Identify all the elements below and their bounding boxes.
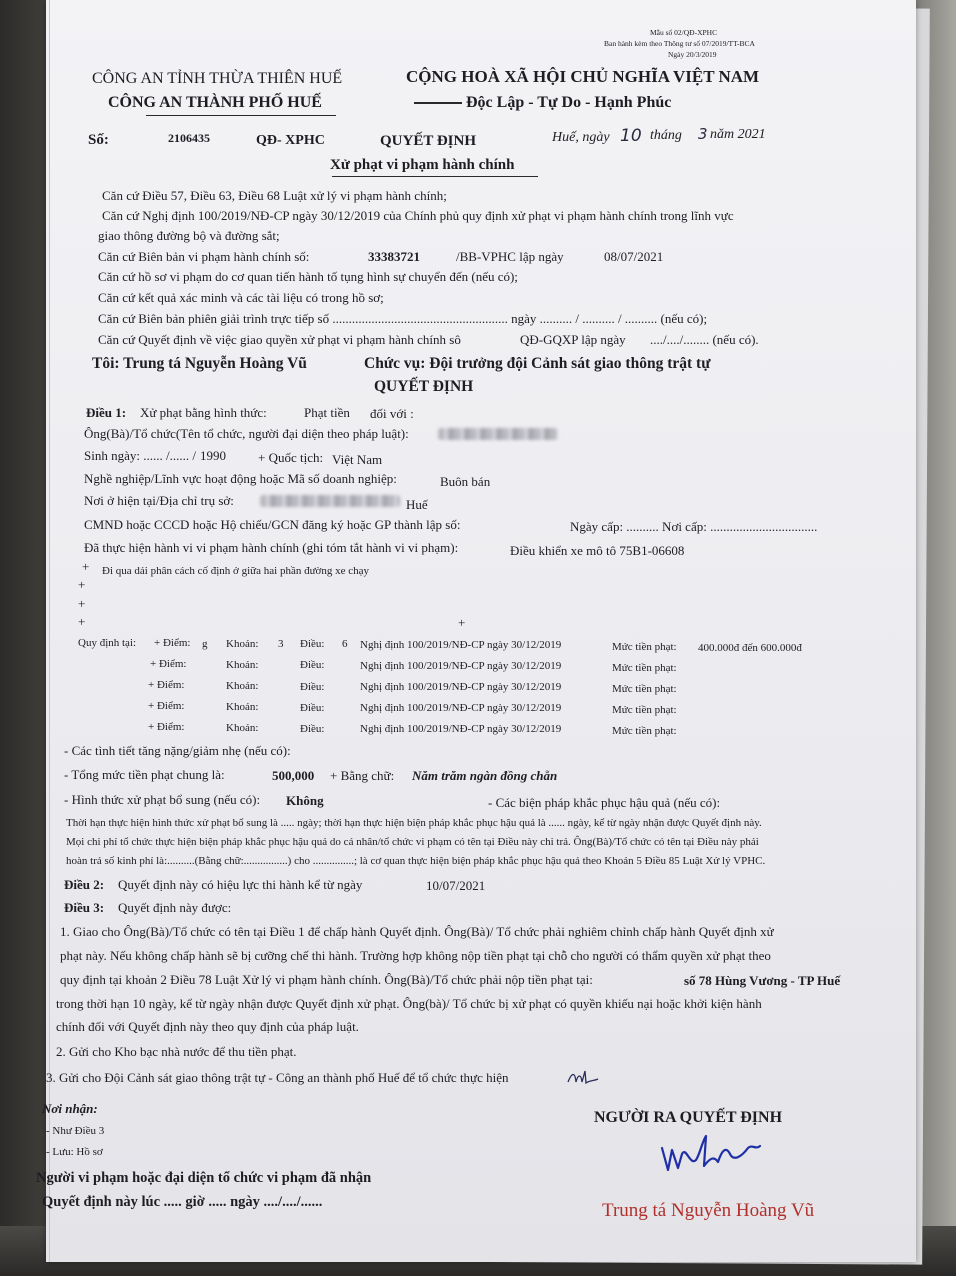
plus-1: + (82, 559, 90, 574)
dieu1-doi-voi: đối với : (370, 406, 414, 421)
reg-fine-label: Mức tiền phạt: (612, 662, 677, 674)
violator-name-label: Ông(Bà)/Tổ chức(Tên tổ chức, người đại diện theo pháp luật): (84, 426, 409, 441)
reg-decree: Nghị định 100/2019/NĐ-CP ngày 30/12/2019 (360, 639, 562, 651)
basis-line-4-label: Căn cứ Biên bản vi phạm hành chính số: (98, 249, 310, 264)
basis-line-8b: QĐ-GQXP lập ngày (520, 332, 626, 347)
officer-name: Tôi: Trung tá Nguyễn Hoàng Vũ (92, 355, 307, 372)
reg-fine-label: Mức tiền phạt: (612, 704, 677, 716)
officer-position: Chức vụ: Đội trưởng đội Cảnh sát giao thông trật tự (364, 355, 711, 372)
decision-heading: QUYẾT ĐỊNH (374, 378, 474, 395)
reg-diem-label: + Điểm: (148, 700, 185, 712)
doc-subtitle: Xử phạt vi phạm hành chính (330, 157, 515, 173)
reg-dieu-label: Điều: (300, 681, 325, 693)
remedial-measures-label: - Các biện pháp khắc phục hậu quả (nếu có): (488, 795, 721, 810)
violation-summary: Điều khiển xe mô tô 75B1-06608 (510, 543, 685, 558)
reg-diem-label: + Điểm: (148, 721, 185, 733)
form-issued-by: Ban hành kèm theo Thông tư số 07/2019/TT-BCA (604, 39, 755, 48)
reg-diem-label: + Điểm: (154, 637, 191, 649)
day-handwritten: 10 (620, 126, 642, 146)
basis-line-5: Căn cứ hồ sơ vi phạm do cơ quan tiến hành tố tụng hình sự chuyển đến (nếu có); (98, 269, 518, 284)
plus-2: + (78, 577, 86, 592)
received-time-label: Quyết định này lúc ..... giờ ..... ngày ..../..../...... (42, 1194, 323, 1210)
violation-label: Đã thực hiện hành vi vi phạm hành chính (ghi tóm tắt hành vi vi phạm): (84, 540, 459, 555)
dieu3-p3: 3. Gửi cho Đội Cảnh sát giao thông trật tự - Công an thành phố Huế để tổ chức thực hiện (46, 1070, 509, 1085)
penalty-para-2: Mọi chi phí tổ chức thực hiện biện pháp khắc phục hậu quả do cá nhân/tổ chức vi phạm có tên tại Điều này chi trả. Ông(Bà)/Tổ chức có tên tại Điều này phải (66, 836, 759, 848)
penalty-para-1: Thời hạn thực hiện hình thức xử phạt bổ sung là ..... ngày; thời hạn thực hiện biện pháp khắc phục hậu quả là ...... ngày, kể từ ngày nhận được Quyết định này. (66, 817, 762, 829)
total-fine: 500,000 (272, 768, 315, 783)
birth-label: Sinh ngày: ...... /...... / (84, 448, 196, 463)
so-number: 2106435 (168, 131, 210, 145)
reg-khoan-label: Khoản: (226, 680, 259, 692)
dieu3-p1b: phạt này. Nếu không chấp hành sẽ bị cưỡng chế thi hành. Trường hợp không nộp tiền phạt tại chỗ cho người có thẩm quyền xử phạt theo (60, 948, 771, 963)
decision-maker-title: NGƯỜI RA QUYẾT ĐỊNH (594, 1109, 783, 1126)
reg-fine: 400.000đ đến 600.000đ (698, 642, 802, 654)
reg-khoan-label: Khoản: (226, 659, 259, 671)
regulation-prefix: Quy định tại: (78, 637, 137, 649)
decision-document (36, 0, 916, 1262)
dieu3-title: Điều 3: (64, 900, 105, 915)
redacted-address (260, 495, 400, 507)
basis-line-8a: Căn cứ Quyết định về việc giao quyền xử phạt vi phạm hành chính sô (98, 332, 461, 347)
agency-unit: CÔNG AN THÀNH PHỐ HUẾ (108, 94, 322, 111)
reg-dieu-label: Điều: (300, 659, 325, 671)
additional-penalty-label: - Hình thức xử phạt bổ sung (nếu có): (64, 792, 261, 807)
redacted-name (438, 428, 558, 440)
signature-icon (656, 1126, 776, 1178)
basis-line-6: Căn cứ kết quả xác minh và các tài liệu có trong hồ sơ; (98, 290, 384, 305)
aggravating-label: - Các tình tiết tăng nặng/giảm nhẹ (nếu có): (64, 743, 291, 758)
occupation: Buôn bán (440, 474, 491, 489)
dieu1-title: Điều 1: (86, 405, 127, 420)
reg-khoan: 3 (278, 638, 284, 650)
dieu3-p2: 2. Gửi cho Kho bạc nhà nước để thu tiền phạt. (56, 1044, 297, 1059)
signer-name: Trung tá Nguyễn Hoàng Vũ (602, 1200, 815, 1221)
additional-penalty: Không (286, 793, 324, 808)
address-label: Nơi ở hiện tại/Địa chỉ trụ sở: (84, 493, 234, 508)
fine-in-words: Năm trăm ngàn đồng chẵn (412, 768, 558, 783)
id-card-label: CMND hoặc CCCD hoặc Hộ chiếu/GCN đăng ký hoặc GP thành lập số: (84, 517, 461, 532)
so-label: Số: (88, 132, 109, 148)
dieu3-p1d: trong thời hạn 10 ngày, kể từ ngày nhận được Quyết định xử phạt. Ông(bà)/ Tổ chức bị xử phạt có quyền khiếu nại hoặc khởi kiện hành (56, 996, 762, 1011)
recipient-2: - Lưu: Hồ sơ (46, 1146, 103, 1158)
address-city: Huế (406, 497, 428, 512)
dieu2-text: Quyết định này có hiệu lực thi hành kể từ ngày (118, 877, 363, 892)
reg-diem-label: + Điểm: (148, 679, 185, 691)
plus-3: + (78, 596, 86, 611)
reg-khoan-label: Khoản: (226, 701, 259, 713)
basis-line-3: giao thông đường bộ và đường sắt; (98, 228, 280, 243)
effective-date: 10/07/2021 (426, 878, 486, 893)
plus-5: + (458, 615, 466, 630)
year-text: năm 2021 (710, 127, 766, 142)
basis-line-1: Căn cứ Điều 57, Điều 63, Điều 68 Luật xử lý vi phạm hành chính; (102, 188, 447, 203)
doc-title: QUYẾT ĐỊNH (380, 133, 476, 149)
reg-khoan-label: Khoản: (226, 722, 259, 734)
reg-fine-label: Mức tiền phạt: (612, 725, 677, 737)
reg-dieu-label: Điều: (300, 638, 325, 650)
issue-date-place: Ngày cấp: .......... Nơi cấp: ................................. (570, 519, 818, 534)
agency-parent: CÔNG AN TỈNH THỪA THIÊN HUẾ (92, 70, 343, 87)
national-motto: Độc Lập - Tự Do - Hạnh Phúc (466, 94, 672, 111)
national-title: CỘNG HOÀ XÃ HỘI CHỦ NGHĨA VIỆT NAM (406, 67, 760, 86)
violation-detail: Đi qua dải phân cách cố định ở giữa hai phần đường xe chạy (102, 565, 370, 577)
reg-dieu: 6 (342, 638, 348, 650)
month-label: tháng (650, 128, 682, 143)
dieu3-p1e: chính đối với Quyết định này theo quy định của pháp luật. (56, 1019, 359, 1034)
form-date: Ngày 20/3/2019 (668, 50, 717, 59)
reg-diem-label: + Điểm: (150, 658, 187, 670)
basis-line-8c: ..../..../........ (nếu có). (650, 332, 759, 347)
nationality: Việt Nam (332, 452, 383, 467)
month-handwritten: 3 (698, 125, 708, 143)
so-suffix: QĐ- XPHC (256, 133, 325, 148)
dieu1-form-label: Xử phạt bằng hình thức: (140, 405, 267, 420)
bienban-number: 33383721 (368, 249, 420, 264)
payment-place: số 78 Hùng Vương - TP Huế (684, 973, 841, 988)
in-words-label: + Bằng chữ: (330, 768, 395, 783)
total-fine-label: - Tổng mức tiền phạt chung là: (64, 767, 225, 782)
form-number: Mẫu số 02/QĐ-XPHC (650, 28, 718, 37)
initial-scribble-icon (566, 1068, 600, 1088)
basis-line-7: Căn cứ Biên bản phiên giải trình trực tiếp số ...................................................... ngày .......... / .......... / .......... (nếu có); (98, 311, 708, 326)
reg-decree: Nghị định 100/2019/NĐ-CP ngày 30/12/2019 (360, 681, 562, 693)
bienban-suffix: /BB-VPHC lập ngày (456, 249, 564, 264)
occupation-label: Nghề nghiệp/Lĩnh vực hoạt động hoặc Mã số doanh nghiệp: (84, 471, 397, 486)
recipients-label: Nơi nhận: (42, 1101, 98, 1116)
dieu3-p1a: 1. Giao cho Ông(Bà)/Tổ chức có tên tại Điều 1 để chấp hành Quyết định. Ông(Bà)/ Tổ chức phải nghiêm chỉnh chấp hành Quyết định xử (60, 924, 774, 939)
bienban-date: 08/07/2021 (604, 249, 664, 264)
dieu3-p1c: quy định tại khoản 2 Điều 78 Luật Xử lý vi phạm hành chính. Ông(Bà)/Tổ chức phải nộp tiền phạt tại: (60, 972, 593, 987)
dieu2-title: Điều 2: (64, 877, 105, 892)
penalty-para-3: hoàn trả số kinh phí là:..........(Bằng chữ:................) cho ...............; là cơ quan thực hiện biện pháp khắc phục hậu quả theo Khoản 5 Điều 85 Luật Xử lý VPHC. (66, 855, 766, 867)
reg-dieu-label: Điều: (300, 723, 325, 735)
dieu1-form-value: Phạt tiền (304, 405, 350, 420)
place-date-prefix: Huế, ngày (552, 130, 610, 145)
basis-line-2: Căn cứ Nghị định 100/2019/NĐ-CP ngày 30/12/2019 của Chính phủ quy định xử phạt vi phạm hành chính trong lĩnh vực (102, 208, 734, 223)
reg-fine-label: Mức tiền phạt: (612, 683, 677, 695)
reg-decree: Nghị định 100/2019/NĐ-CP ngày 30/12/2019 (360, 702, 562, 714)
nationality-label: + Quốc tịch: (258, 450, 324, 465)
dieu3-text: Quyết định này được: (118, 900, 232, 915)
reg-fine-label: Mức tiền phạt: (612, 641, 677, 653)
reg-dieu-label: Điều: (300, 702, 325, 714)
reg-khoan-label: Khoản: (226, 638, 259, 650)
reg-diem: g (202, 638, 208, 650)
reg-decree: Nghị định 100/2019/NĐ-CP ngày 30/12/2019 (360, 660, 562, 672)
violator-received-label: Người vi phạm hoặc đại diện tổ chức vi phạm đã nhận (36, 1170, 372, 1186)
reg-decree: Nghị định 100/2019/NĐ-CP ngày 30/12/2019 (360, 723, 562, 735)
birth-year: 1990 (200, 448, 226, 463)
recipient-1: - Như Điều 3 (46, 1125, 105, 1137)
plus-4: + (78, 614, 86, 629)
